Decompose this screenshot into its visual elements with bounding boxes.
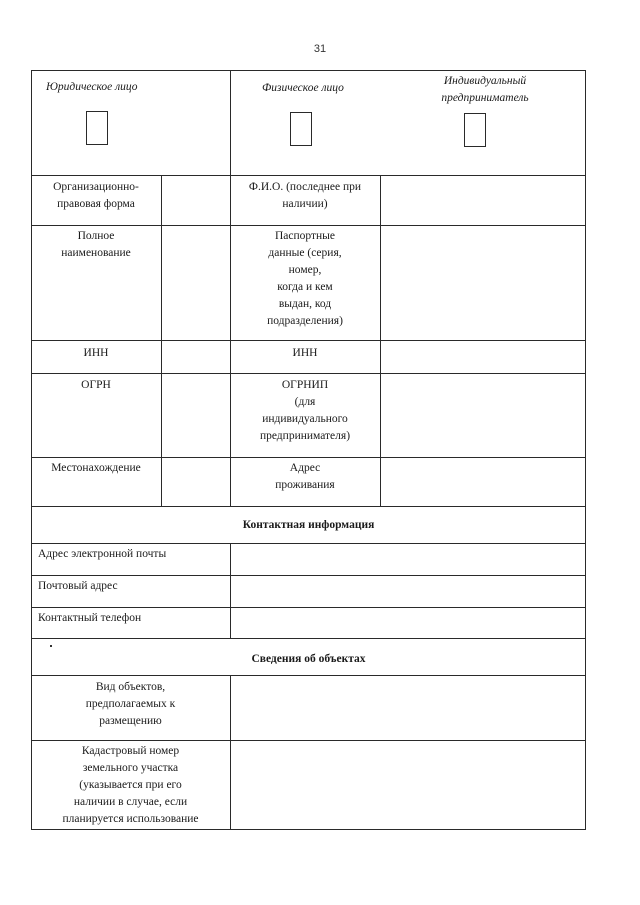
- postal-address-label: Почтовый адрес: [38, 580, 118, 592]
- legal-entity-label: Юридическое лицо: [46, 81, 138, 93]
- column-line: [380, 175, 381, 507]
- org-form-label: Организационно- правовая форма: [53, 181, 139, 210]
- fio-label: Ф.И.О. (последнее при наличии): [248, 181, 362, 210]
- column-line: [230, 675, 231, 830]
- row-line: [31, 506, 586, 507]
- table-right-border: [585, 70, 586, 830]
- row-line: [31, 638, 586, 639]
- row-line: [31, 740, 586, 741]
- page-number: 31: [313, 43, 327, 55]
- legal-entity-checkbox[interactable]: [86, 111, 108, 145]
- row-line: [31, 575, 586, 576]
- individual-label: Физическое лицо: [262, 82, 344, 94]
- row-line: [31, 607, 586, 608]
- entrepreneur-checkbox[interactable]: [464, 113, 486, 147]
- individual-checkbox[interactable]: [290, 112, 312, 146]
- table-top-border: [31, 70, 586, 71]
- location-label: Местонахождение: [51, 462, 141, 474]
- address-label: Адрес проживания: [275, 462, 335, 491]
- table-bottom-border: [31, 829, 586, 830]
- row-line: [31, 225, 586, 226]
- inn-individual-label: ИНН: [292, 347, 318, 359]
- stray-mark: [50, 645, 52, 647]
- ogrnip-label: ОГРНИП (для индивидуального предпринимателя): [259, 379, 351, 442]
- row-line: [31, 175, 586, 176]
- row-line: [31, 340, 586, 341]
- passport-label: Паспортные данные (серия, номер, когда и кем выдан, код подразделения): [267, 230, 343, 327]
- contacts-section-title: Контактная информация: [242, 519, 375, 531]
- row-line: [31, 675, 586, 676]
- inn-legal-label: ИНН: [83, 347, 109, 359]
- email-label: Адрес электронной почты: [38, 548, 167, 560]
- column-line: [161, 175, 162, 507]
- phone-label: Контактный телефон: [38, 612, 142, 624]
- cadastral-number-label: Кадастровый номер земельного участка (указывается при его наличии в случае, если планируется использование: [62, 745, 199, 825]
- entrepreneur-label: Индивидуальный предприниматель: [441, 75, 529, 104]
- column-line: [230, 543, 231, 639]
- full-name-label: Полное наименование: [61, 230, 131, 259]
- ogrn-label: ОГРН: [81, 379, 111, 391]
- row-line: [31, 457, 586, 458]
- row-line: [31, 543, 586, 544]
- row-line: [31, 373, 586, 374]
- object-kind-label: Вид объектов, предполагаемых к размещению: [85, 681, 176, 727]
- objects-section-title: Сведения об объектах: [251, 653, 366, 665]
